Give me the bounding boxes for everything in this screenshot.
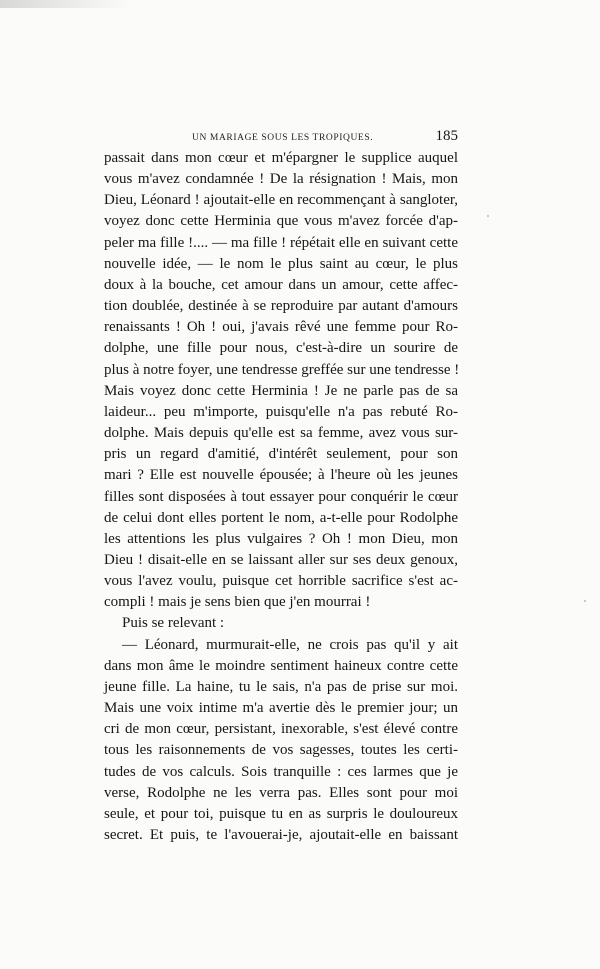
text-line: Puis se relevant : <box>122 615 225 632</box>
text-line: secret. Et puis, te l'avouerai-je, ajoutait-elle en baissant <box>104 827 458 843</box>
text-line: renaissants ! Oh ! oui, j'avais rêvé une femme pour Ro- <box>104 319 458 336</box>
text-line: de celui dont elles portent le nom, a-t-elle pour Rodolphe <box>104 509 458 526</box>
text-line: — Léonard, murmurait-elle, ne crois pas qu'il y ait <box>122 636 458 653</box>
text-line: voyez donc cette Herminia que vous m'avez forcée d'ap- <box>104 213 458 230</box>
text-line: dolphe. Mais depuis qu'elle est sa femme, avez vous sur- <box>104 425 458 442</box>
running-title: UN MARIAGE SOUS LES TROPIQUES. <box>192 133 374 143</box>
text-line: cri de mon cœur, persistant, inexorable, s'est élevé contre <box>104 721 458 738</box>
text-line: les attentions les plus vulgaires ? Oh ! mon Dieu, mon <box>104 530 458 547</box>
text-line: plus à notre foyer, une tendresse greffée sur une tendresse ! <box>104 361 460 378</box>
scan-speck <box>584 600 586 602</box>
text-line: seule, et pour toi, puisque tu en as surpris le douloureux <box>104 805 458 822</box>
text-line: compli ! mais je sens bien que j'en mourrai ! <box>104 594 371 611</box>
text-line: dans mon âme le moindre sentiment haineux contre cette <box>104 657 458 674</box>
text-line: tudes de vos calculs. Sois tranquille : ces larmes que je <box>104 763 458 780</box>
text-line: dolphe, une fille pour nous, c'est-à-dire un sourire de <box>104 340 458 357</box>
text-line: Dieu, Léonard ! ajoutait-elle en recommençant à sangloter, <box>104 192 458 209</box>
page-number: 185 <box>435 128 458 144</box>
text-line: mari ? Elle est nouvelle épousée; à l'heure où les jeunes <box>104 467 458 484</box>
scan-smudge <box>0 0 130 8</box>
text-line: nouvelle idée, — le nom le plus saint au cœur, le plus <box>104 255 458 272</box>
text-line: laideur... peu m'importe, puisqu'elle n'a pas rebuté Ro- <box>104 403 458 420</box>
text-line: tion doublée, destinée à se reproduire par autant d'amours <box>104 298 458 315</box>
text-line: doux à la bouche, cet amour dans un amour, cette affec- <box>104 276 458 293</box>
text-line: vous l'avez voulu, puisque cet horrible sacrifice s'est ac- <box>104 573 458 590</box>
page-header <box>104 128 458 148</box>
text-line: verse, Rodolphe ne les verra pas. Elles sont pour moi <box>104 784 458 801</box>
text-line: passait dans mon cœur et m'épargner le supplice auquel <box>104 150 458 166</box>
text-line: filles sont disposées à tout essayer pour conquérir le cœur <box>104 488 458 505</box>
body-text <box>104 148 458 846</box>
text-line: jeune fille. La haine, tu le sais, n'a pas de prise sur moi. <box>104 678 458 695</box>
text-line: tous les raisonnements de vos sagesses, toutes les certi- <box>104 742 458 759</box>
text-line: Dieu ! disait-elle en se laissant aller sur ses deux genoux, <box>104 551 458 568</box>
text-line: pris un regard d'amitié, d'intérêt seulement, pour son <box>104 446 458 463</box>
text-line: Mais une voix intime m'a avertie dès le premier jour; un <box>104 700 458 717</box>
text-line: peler ma fille !.... — ma fille ! répétait elle en suivant cette <box>104 234 458 251</box>
text-line: vous m'avez condamnée ! De la résignation ! Mais, mon <box>104 171 458 188</box>
text-line: Mais voyez donc cette Herminia ! Je ne parle pas de sa <box>104 382 458 399</box>
scan-speck <box>487 215 489 217</box>
